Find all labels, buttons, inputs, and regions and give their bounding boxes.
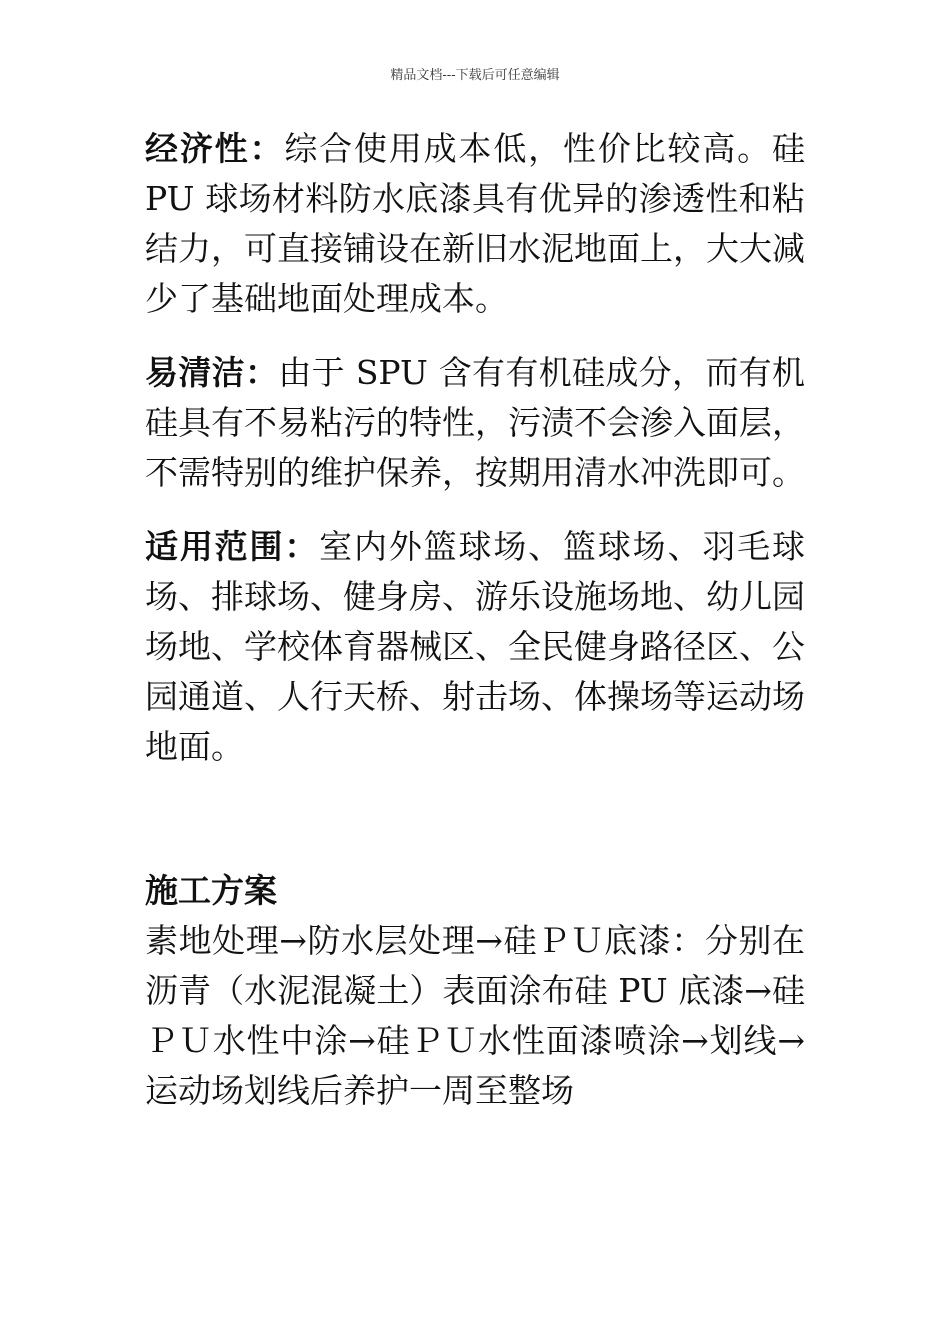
paragraph-economy xyxy=(145,124,805,324)
text-easy-clean: 由于 SPU 含有有机硅成分，而有机硅具有不易粘污的特性，污渍不会渗入面层，不需特别的维护保养，按期用清水冲洗即可。 xyxy=(145,353,805,492)
term-easy-clean: 易清洁： xyxy=(145,353,279,392)
paragraph-scope xyxy=(145,522,805,772)
term-economy: 经济性： xyxy=(145,129,285,168)
section-body: 素地处理→防水层处理→硅ＰＵ底漆：分别在沥青（水泥混凝土）表面涂布硅 PU 底漆→硅ＰＵ水性中涂→硅ＰＵ水性面漆喷涂→划线→运动场划线后养护一周至整场 xyxy=(145,921,805,1110)
text-economy: 综合使用成本低，性价比较高。硅 PU 球场材料防水底漆具有优异的渗透性和粘结力，可直接铺设在新旧水泥地面上，大大减少了基础地面处理成本。 xyxy=(145,129,806,318)
section-spacer xyxy=(145,796,805,866)
page-header: 精品文档---下载后可任意编辑 xyxy=(390,68,560,83)
text-scope: 室内外篮球场、篮球场、羽毛球场、排球场、健身房、游乐设施场地、幼儿园场地、学校体育器械区、全民健身路径区、公园通道、人行天桥、射击场、体操场等运动场地面。 xyxy=(145,527,806,766)
document-body xyxy=(145,124,805,1116)
paragraph-easy-clean xyxy=(145,348,805,498)
section-title: 施工方案 xyxy=(145,871,277,910)
term-scope: 适用范围： xyxy=(145,527,320,566)
